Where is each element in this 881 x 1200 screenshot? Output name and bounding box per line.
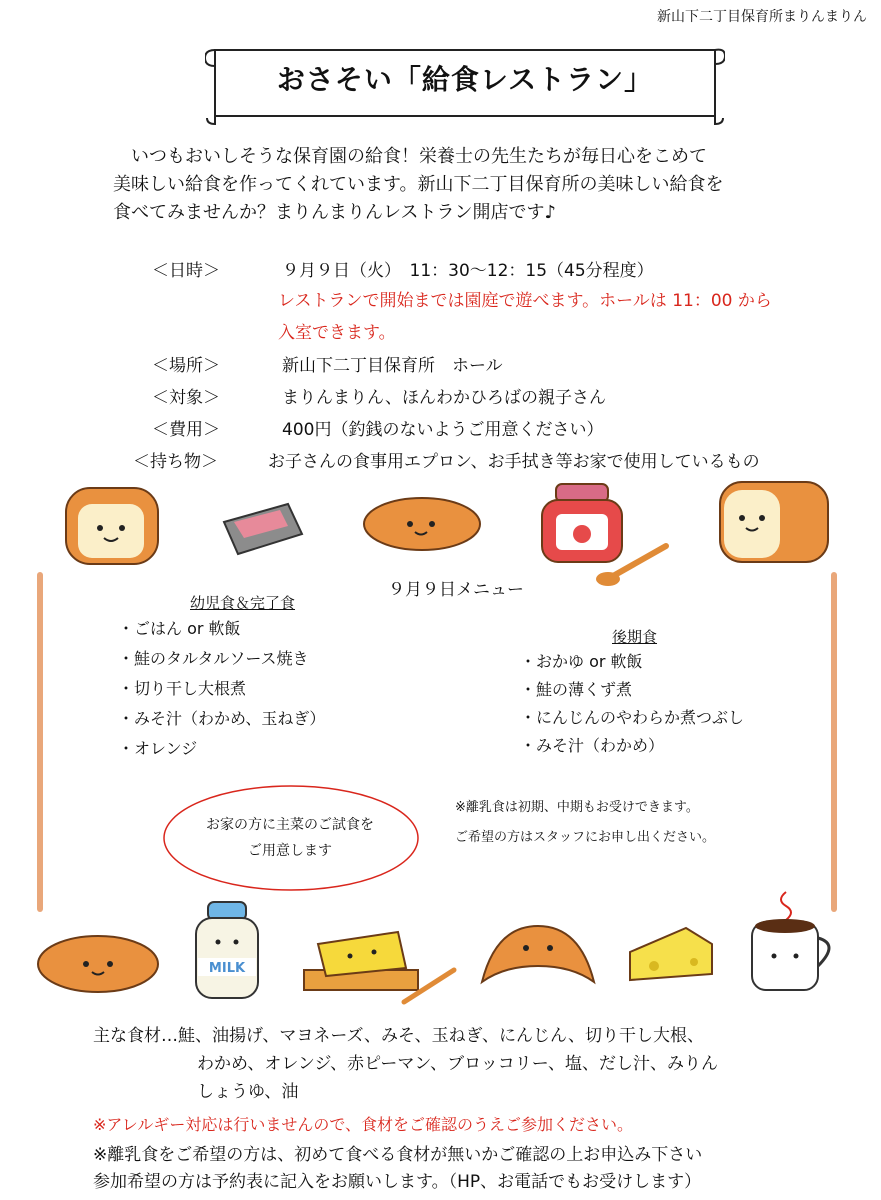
sweet-bun-icon [360,490,484,554]
milk-bottle-icon [190,898,264,1002]
bun-icon [34,928,162,996]
note-line: ご希望の方はスタッフにお申し出ください。 [455,830,716,845]
left-menu-heading: 幼児食＆完了食 [190,594,296,612]
left-menu-list [118,614,325,764]
list-item: ・切り干し大根煮 [118,679,247,698]
intro-line: 美味しい給食を作ってくれています。新山下二丁目保育所の美味しい給食を [113,174,724,195]
list-item: ・オレンジ [118,739,198,758]
reservation-note: 参加希望の方は予約表に記入をお願いします。（HP、お電話でもお受けします） [93,1172,702,1192]
fee-label: ＜費用＞ [152,420,220,440]
svg-text:MILK: MILK [208,961,246,976]
note-line: ※離乳食は初期、中期もお受けできます。 [455,800,699,815]
list-item: ・みそ汁（わかめ、玉ねぎ） [118,709,326,728]
cheese-icon [624,922,718,986]
list-item: ・鮭の薄くず煮 [520,680,633,699]
bread-loaf-icon [714,476,834,568]
page-title: おさそい「給食レストラン」 [276,63,654,96]
list-item: ・おかゆ or 軟飯 [520,652,643,671]
ingredients-line: 主な食材…鮭、油揚げ、マヨネーズ、みそ、玉ねぎ、にんじん、切り干し大根、 [93,1026,704,1046]
tasting-note-line: お家の方に主菜のご試食を [206,817,374,833]
intro-text [113,143,724,227]
items-label: ＜持ち物＞ [133,452,218,472]
intro-line: 食べてみませんか？まりんまりんレストラン開店です♪ [113,202,556,223]
jam-jar-icon [536,480,676,590]
bread-slice-icon [58,480,168,570]
list-item: ・みそ汁（わかめ） [520,736,665,755]
items-value: お子さんの食事用エプロン、お手拭き等お家で使用しているもの [268,452,760,472]
menu-title: ９月９日メニュー [388,580,524,600]
baby-food-note [455,793,715,853]
croissant-icon [476,918,600,996]
tasting-note-line: ご用意します [248,843,332,859]
allergy-notice: ※アレルギー対応は行いませんので、食材をご確認のうえご参加ください。 [93,1115,634,1134]
place-label: ＜場所＞ [152,356,220,376]
cake-icon [218,494,308,564]
date-label: ＜日時＞ [152,261,220,281]
list-item: ・にんじんのやわらか煮つぶし [520,708,745,727]
intro-line: いつもおいしそうな保育園の給食！栄養士の先生たちが毎日心をこめて [113,146,707,167]
left-rail [37,572,43,912]
date-note: レストランで開始までは園庭で遊べます。ホールは 11：00 から [278,291,772,311]
ingredients-line: わかめ、オレンジ、赤ピーマン、ブロッコリー、塩、だし汁、みりん [197,1054,719,1074]
list-item: ・鮭のタルタルソース焼き [118,649,309,668]
date-note: 入室できます。 [278,323,396,343]
right-rail [831,572,837,912]
list-item: ・ごはん or 軟飯 [118,619,241,638]
tasting-note [162,812,418,864]
ingredients-line: しょうゆ、油 [197,1082,299,1102]
right-menu-list [520,648,744,760]
butter-icon [298,918,460,1008]
right-menu-heading: 後期食 [612,628,658,646]
ingredients [93,1022,718,1106]
baby-food-footer: ※離乳食をご希望の方は、初めて食べる食材が無いかご確認の上お申込み下さい [93,1145,703,1165]
target-value: まりんまりん、ほんわかひろばの親子さん [282,388,607,408]
place-value: 新山下二丁目保育所 ホール [282,356,503,376]
organization-name: 新山下二丁目保育所まりんまりん [657,9,867,25]
date-value: ９月９日（火） 11：30〜12：15（45分程度） [282,261,654,281]
target-label: ＜対象＞ [152,388,220,408]
fee-value: 400円（釣銭のないようご用意ください） [282,420,604,440]
coffee-cup-icon [746,886,846,998]
